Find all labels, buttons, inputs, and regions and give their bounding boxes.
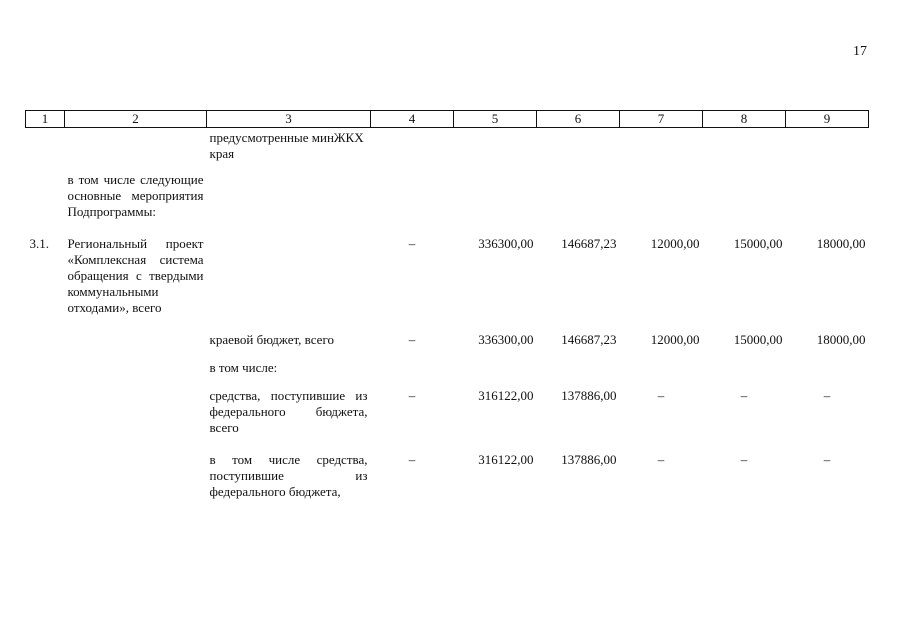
table-row bbox=[26, 436, 869, 500]
cell-col5: 336300,00 bbox=[478, 235, 534, 251]
column-header-7: 7 bbox=[620, 111, 703, 128]
cell-number: 3.1. bbox=[29, 235, 49, 251]
cell-col8 bbox=[703, 128, 786, 164]
cell-col6: 146687,23 bbox=[561, 331, 617, 347]
cell-col5: 336300,00 bbox=[478, 331, 534, 347]
cell-col9: 18000,00 bbox=[816, 331, 866, 347]
cell-col7: – bbox=[657, 451, 665, 467]
cell-number bbox=[26, 436, 65, 500]
cell-source: краевой бюджет, всего bbox=[209, 331, 334, 347]
column-header-1: 1 bbox=[26, 111, 65, 128]
cell-col6 bbox=[537, 348, 620, 376]
cell-name bbox=[65, 348, 207, 376]
cell-col8 bbox=[703, 348, 786, 376]
cell-source: предусмотренные минЖКХ края bbox=[209, 130, 364, 161]
cell-name bbox=[65, 436, 207, 500]
cell-number bbox=[26, 128, 65, 164]
cell-col4: – bbox=[408, 331, 416, 347]
header-row bbox=[26, 111, 869, 128]
cell-col6: 137886,00 bbox=[561, 451, 617, 467]
cell-col7: – bbox=[657, 387, 665, 403]
cell-col4: – bbox=[408, 387, 416, 403]
cell-col5 bbox=[454, 128, 537, 164]
cell-col7: 12000,00 bbox=[650, 235, 700, 251]
cell-source bbox=[207, 220, 371, 316]
cell-col9: – bbox=[823, 387, 831, 403]
cell-col5: 316122,00 bbox=[478, 451, 534, 467]
cell-col5: 316122,00 bbox=[478, 387, 534, 403]
budget-table bbox=[25, 110, 869, 500]
table-row bbox=[26, 316, 869, 348]
cell-col6 bbox=[537, 164, 620, 220]
cell-col6: 146687,23 bbox=[561, 235, 617, 251]
cell-col8: 15000,00 bbox=[733, 331, 783, 347]
cell-col9 bbox=[786, 128, 869, 164]
column-header-2: 2 bbox=[65, 111, 207, 128]
table-row bbox=[26, 164, 869, 220]
column-header-6: 6 bbox=[537, 111, 620, 128]
cell-name: в том числе следующие основные мероприятия Подпрограммы: bbox=[67, 171, 204, 219]
cell-source: в том числе средства, поступившие из федерального бюджета, bbox=[209, 451, 368, 499]
column-header-4: 4 bbox=[371, 111, 454, 128]
cell-col8: – bbox=[740, 451, 748, 467]
cell-col6: 137886,00 bbox=[561, 387, 617, 403]
cell-col5 bbox=[454, 348, 537, 376]
cell-number bbox=[26, 316, 65, 348]
cell-number bbox=[26, 348, 65, 376]
cell-name bbox=[65, 128, 207, 164]
cell-col9 bbox=[786, 348, 869, 376]
cell-source: в том числе: bbox=[209, 359, 278, 375]
cell-col8 bbox=[703, 164, 786, 220]
cell-col9: 18000,00 bbox=[816, 235, 866, 251]
cell-col9 bbox=[786, 164, 869, 220]
table-row bbox=[26, 220, 869, 316]
cell-number bbox=[26, 164, 65, 220]
cell-col4: – bbox=[408, 235, 416, 251]
cell-col6 bbox=[537, 128, 620, 164]
cell-name bbox=[65, 376, 207, 436]
column-header-9: 9 bbox=[786, 111, 869, 128]
cell-col9: – bbox=[823, 451, 831, 467]
cell-col8: – bbox=[740, 387, 748, 403]
cell-col4 bbox=[371, 128, 454, 164]
table-body bbox=[26, 128, 869, 500]
cell-col7 bbox=[620, 348, 703, 376]
table-row bbox=[26, 348, 869, 376]
cell-source: средства, поступившие из федерального бюджета, всего bbox=[209, 387, 368, 435]
cell-col4: – bbox=[408, 451, 416, 467]
table-row bbox=[26, 128, 869, 164]
page-number: 17 bbox=[853, 44, 867, 59]
column-header-8: 8 bbox=[703, 111, 786, 128]
cell-col4 bbox=[371, 164, 454, 220]
column-header-3: 3 bbox=[207, 111, 371, 128]
cell-name: Региональный проект «Комплексная система обращения с твердыми коммунальными отходами», всего bbox=[67, 235, 204, 315]
cell-number bbox=[26, 376, 65, 436]
cell-name bbox=[65, 316, 207, 348]
cell-col7 bbox=[620, 164, 703, 220]
cell-source bbox=[207, 164, 371, 220]
cell-col4 bbox=[371, 348, 454, 376]
cell-col5 bbox=[454, 164, 537, 220]
cell-col8: 15000,00 bbox=[733, 235, 783, 251]
column-header-5: 5 bbox=[454, 111, 537, 128]
table-row bbox=[26, 376, 869, 436]
table-header bbox=[26, 111, 869, 128]
cell-col7 bbox=[620, 128, 703, 164]
cell-col7: 12000,00 bbox=[650, 331, 700, 347]
